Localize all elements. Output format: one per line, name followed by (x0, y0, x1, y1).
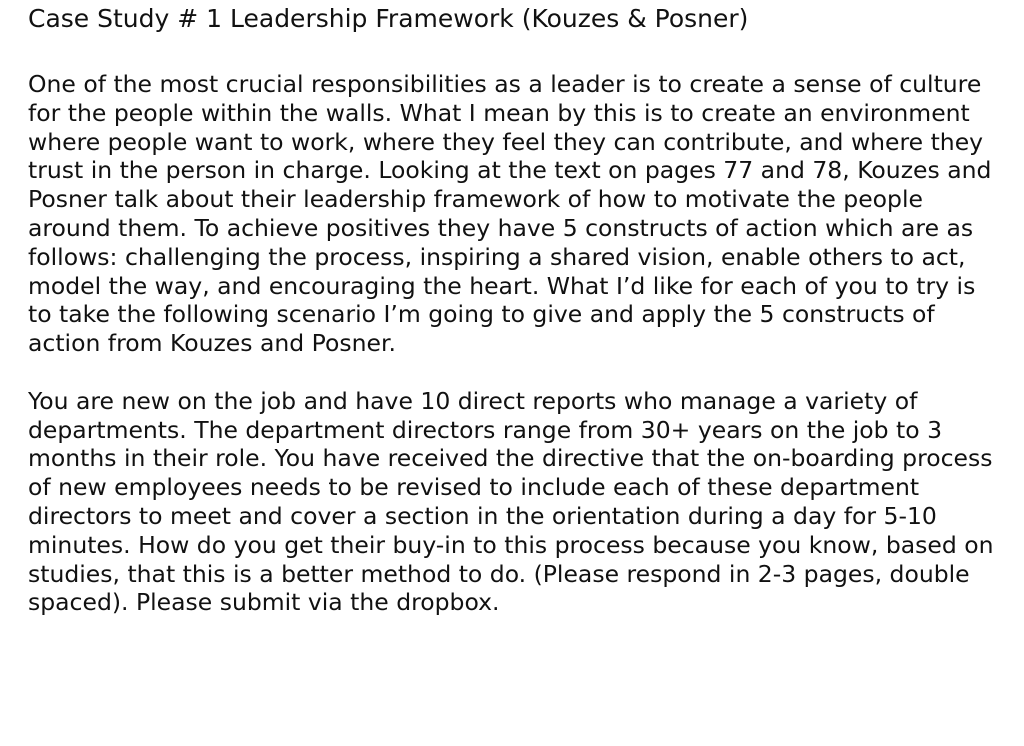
document-page (28, 0, 998, 617)
intro-paragraph: One of the most crucial responsibilities as a leader is to create a sense of culture for the people within the walls. What I mean by this is to create an environment where people want to work, where they feel they can contribute, and where they trust in the person in charge. Looking at the text on pages 77 and 78, Kouzes and Posner talk about their leadership framework of how to motivate the people around them. To achieve positives they have 5 constructs of action which are as follows: challenging the process, inspiring a shared vision, enable others to act, model the way, and encouraging the heart. What I’d like for each of you to try is to take the following scenario I’m going to give and apply the 5 constructs of action from Kouzes and Posner. (28, 70, 992, 358)
document-title: Case Study # 1 Leadership Framework (Kouzes & Posner) (28, 4, 749, 33)
scenario-paragraph: You are new on the job and have 10 direct reports who manage a variety of departments. The department directors range from 30+ years on the job to 3 months in their role. You have received the directive that the on-boarding process of new employees needs to be revised to include each of these department directors to meet and cover a section in the orientation during a day for 5-10 minutes. How do you get their buy-in to this process because you know, based on studies, that this is a better method to do. (Please respond in 2-3 pages, double spaced). Please submit via the dropbox. (28, 386, 994, 617)
